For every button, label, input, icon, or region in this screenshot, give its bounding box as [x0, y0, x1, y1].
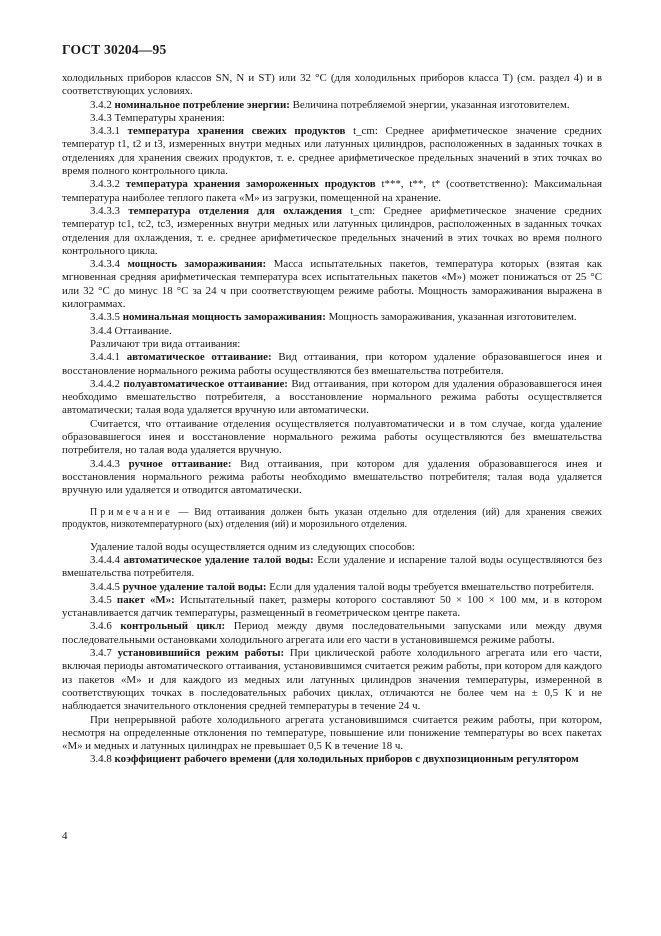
paragraph-3-4-3: 3.4.3 Температуры хранения: [90, 111, 225, 124]
paragraph-3-4-4-1: 3.4.4.1 автоматическое оттаивание: Вид оттаивания, при котором удаление образовавшегося инея и восстановление нормального режима работы осуществляются без вмешательства потребителя. [62, 351, 602, 377]
note [62, 507, 602, 532]
paragraph: холодильных приборов классов SN, N и ST) или 32 °С (для холодильных приборов класса Т) (см. раздел 4) и в соответствующих условиях. [62, 72, 602, 98]
note-text: — Вид оттаивания должен быть указан отдельно для отделения (ий) для хранения свежих продуктов, низкотемпературного (ых) отделения (ий) и морозильного отделения. [62, 506, 602, 531]
section-definitions [62, 72, 602, 498]
paragraph-3-4-4-5: 3.4.4.5 ручное удаление талой воды: Если для удаления талой воды требуется вмешательство потребителя. [90, 580, 595, 593]
paragraph: Различают три вида оттаивания: [90, 337, 241, 350]
paragraph: Удаление талой воды осуществляется одним из следующих способов: [90, 540, 415, 553]
paragraph-3-4-2: 3.4.2 номинальное потребление энергии: Величина потребляемой энергии, указанная изготовителем. [90, 98, 570, 111]
paragraph-3-4-8: 3.4.8 коэффициент рабочего времени (для холодильных приборов с двухпозиционным регулятором [90, 753, 579, 766]
paragraph-3-4-3-2: 3.4.3.2 температура хранения замороженных продуктов t***, t**, t* (соответственно): Максимальная температура наиболее теплого пакета «М» из загрузки, помещенной на хранение. [62, 178, 602, 204]
paragraph-3-4-4-4: 3.4.4.4 автоматическое удаление талой воды: Если удаление и испарение талой воды осуществляются без вмешательства потребителя. [62, 553, 603, 580]
paragraph-3-4-6: 3.4.6 контрольный цикл: Период между двумя последовательными запусками или между двумя последовательными остановками холодильного агрегата или его части в установившемся режиме работы. [62, 620, 602, 646]
paragraph: Считается, что оттаивание отделения осуществляется полуавтоматически и в том случае, когда удаление образовавшегося инея и восстановление нормального режима работы осуществляются без вмешательства потребителя, но талая вода удаляется вручную. [62, 417, 602, 457]
paragraph-3-4-3-1: 3.4.3.1 температура хранения свежих продуктов t_cm: Среднее арифметическое значение средних температур t1, t2 и t3, измеренных внутри медных или латунных цилиндров, расположенных в заданных точках в отделениях для хранения свежих продуктов, т. е. среднее арифметическое предельных значений в этих точках во время полного контрольного цикла. [62, 125, 602, 178]
paragraph-3-4-4: 3.4.4 Оттаивание. [90, 324, 172, 337]
document-header: ГОСТ 30204—95 [62, 42, 167, 57]
section-definitions-continued [62, 541, 602, 767]
note-label: Примечание [90, 506, 173, 518]
paragraph: При непрерывной работе холодильного агрегата установившимся считается режим работы, при котором, несмотря на определенные отклонения по температуре, повышение или понижение температуры во всех пакетах «М» и медных и латунных цилиндрах не превышает 0,5 К в течение 18 ч. [62, 713, 602, 753]
paragraph-3-4-4-3: 3.4.4.3 ручное оттаивание: Вид оттаивания, при котором для удаления образовавшегося инея и восстановления нормального режима работы необходимо вмешательство потребителя; талая вода удаляется вручную или удаляется и отводится автоматически. [62, 457, 602, 497]
paragraph-3-4-3-3: 3.4.3.3 температура отделения для охлаждения t_cm: Среднее арифметическое значение средних температур tc1, tc2, tc3, измеренных внутри медных или латунных цилиндров, расположенных в заданных точках отделения для охлаждения, т. е. среднее арифметическое предельных значений в этих точках во время полного контрольного цикла. [62, 204, 603, 257]
paragraph-3-4-3-4: 3.4.3.4 мощность замораживания: Масса испытательных пакетов, температура которых (взятая как мгновенная средняя арифметическая температура всех испытательных пакетов «М») может понижаться от 25 °С или 32 °С до минус 18 °С за 24 ч при соответствующем режиме работы. Мощность замораживания выражена в килограммах. [62, 258, 602, 311]
paragraph-3-4-3-5: 3.4.3.5 номинальная мощность замораживания: Мощность замораживания, указанная изготовителем. [90, 311, 577, 324]
document-page [62, 42, 602, 767]
page-number: 4 [62, 830, 68, 842]
paragraph-3-4-5: 3.4.5 пакет «М»: Испытательный пакет, размеры которого составляют 50 × 100 × 100 мм, и в котором устанавливается датчик температуры, размещенный в геометрическом центре пакета. [62, 593, 602, 620]
paragraph-3-4-7: 3.4.7 установившийся режим работы: При циклической работе холодильного агрегата или его части, включая периоды автоматического оттаивания, установившимся считается режим работы, при котором для каждого из пакетов «М» и для каждого из медных или латунных цилиндров значения температуры, измеренной в соответствующих точках в последовательных рабочих циклах, отличаются не более чем на ± 0,5 К и не наблюдается значительного отклонения средней температуры в течение 24 ч. [62, 647, 602, 713]
paragraph-3-4-4-2: 3.4.4.2 полуавтоматическое оттаивание: Вид оттаивания, при котором для удаления образовавшегося инея необходимо вмешательство потребителя, а восстановление нормального режима работы осуществляется автоматически; талая вода удаляется вручную или автоматически. [62, 377, 602, 417]
